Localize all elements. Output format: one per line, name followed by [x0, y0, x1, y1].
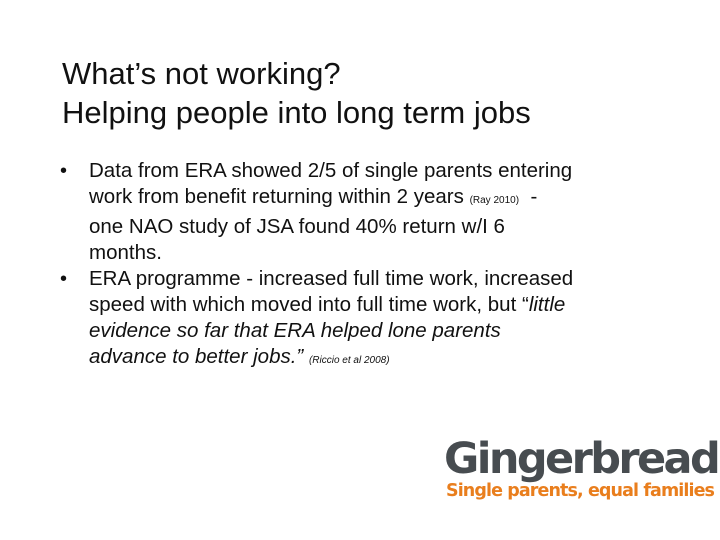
bullet-line: ERA programme - increased full time work, increased: [89, 267, 574, 290]
quote-line: evidence so far that ERA helped lone parents: [89, 319, 501, 342]
citation: (Ray 2010): [469, 195, 520, 206]
bullet-marker: •: [60, 160, 68, 182]
gingerbread-logo: [444, 434, 719, 502]
title-line-2: Helping people into long term jobs: [62, 95, 531, 130]
dash: -: [530, 185, 538, 208]
logo-wordmark: Gingerbread: [444, 434, 719, 484]
bullet-line: Data from ERA showed 2/5 of single parents entering: [89, 159, 573, 182]
bullet-line: [89, 292, 670, 318]
bullet-text: work from benefit returning within 2 years: [89, 185, 464, 208]
bullet-line: [89, 344, 670, 374]
bullet-text: speed with which moved into full time work, but “: [89, 293, 529, 316]
citation: (Riccio et al 2008): [308, 355, 390, 366]
bullet-list: [60, 158, 670, 374]
bullet-line: one NAO study of JSA found 40% return w/I 6: [89, 215, 505, 238]
bullet-marker: •: [60, 268, 68, 290]
slide-title: [62, 54, 531, 132]
bullet-item-era-programme: [60, 266, 670, 374]
logo-tagline: Single parents, equal families: [446, 481, 715, 501]
bullet-line: [89, 184, 670, 214]
quote-text: advance to better jobs.”: [89, 345, 304, 368]
quote-text: little: [528, 293, 566, 316]
bullet-item-era-data: [60, 158, 670, 266]
title-line-1: What’s not working?: [62, 56, 341, 91]
bullet-line: months.: [89, 241, 162, 264]
